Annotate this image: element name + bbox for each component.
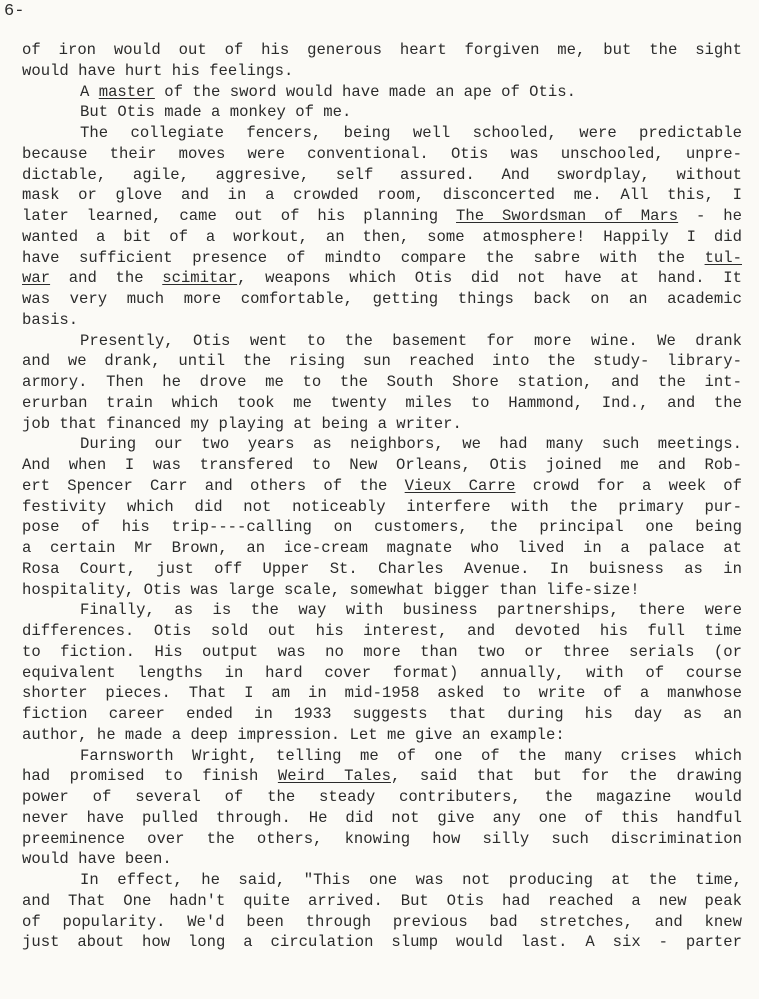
- text-line: have sufficient presence of mindto compare the sabre with the tul-: [22, 248, 742, 267]
- text-line: later learned, came out of his planning The Swordsman of Mars - he: [22, 207, 742, 225]
- text-line: and That One hadn't quite arrived. But Otis had reached a new peak: [22, 891, 742, 910]
- text-line: fiction career ended in 1933 suggests that during his day as an: [22, 705, 742, 723]
- text-line: shorter pieces. That I am in mid-1958 asked to write of a manwhose: [22, 684, 742, 703]
- text-line: was very much more comfortable, getting things back on an academic: [22, 290, 742, 308]
- text-line: ert Spencer Carr and others of the Vieux Carre crowd for a week of: [22, 476, 742, 495]
- text-line: Presently, Otis went to the basement for more wine. We drank: [80, 331, 742, 350]
- text-line: wanted a bit of a workout, an then, some atmosphere! Happily I did: [22, 227, 742, 246]
- text-line: because their moves were conventional. Otis was unschooled, unpre-: [22, 144, 742, 163]
- text-line: Farnsworth Wright, telling me of one of the many crises which: [80, 746, 742, 765]
- text-line: During our two years as neighbors, we had many such meetings.: [80, 435, 742, 454]
- text-line: The collegiate fencers, being well schooled, were predictable: [80, 124, 742, 142]
- text-line: just about how long a circulation slump would last. A six - parter: [22, 933, 742, 952]
- text-line: never have pulled through. He did not give any one of this handful: [22, 808, 742, 827]
- text-line: differences. Otis sold out his interest, and devoted his full time: [22, 622, 742, 640]
- text-line: a certain Mr Brown, an ice-cream magnate who lived in a palace at: [22, 539, 742, 557]
- text-line: job that financed my playing at being a writer.: [22, 414, 462, 433]
- text-line: In effect, he said, "This one was not producing at the time,: [80, 871, 742, 889]
- text-line: festivity which did not noticeably interfere with the primary pur-: [22, 497, 742, 516]
- text-line: to fiction. His output was no more than two or three serials (or: [22, 642, 742, 661]
- text-line: author, he made a deep impression. Let me give an example:: [22, 725, 565, 744]
- text-line: pose of his trip----calling on customers, the principal one being: [22, 518, 742, 537]
- text-line: basis.: [22, 310, 79, 329]
- text-line: of iron would out of his generous heart forgiven me, but the sight: [22, 41, 742, 59]
- text-line: dictable, agile, aggresive, self assured. And swordplay, without: [22, 165, 742, 184]
- text-line: Rosa Court, just off Upper St. Charles Avenue. In buisness as in: [22, 559, 742, 578]
- page-number: 6-: [4, 2, 25, 21]
- text-line: would have been.: [22, 850, 172, 869]
- text-line: mask or glove and in a crowded room, disconcerted me. All this, I: [22, 186, 742, 205]
- text-line: war and the scimitar, weapons which Otis did not have at hand. It: [22, 269, 742, 288]
- text-line: and we drank, until the rising sun reached into the study- library-: [22, 352, 742, 371]
- text-line: armory. Then he drove me to the South Shore station, and the int-: [22, 373, 742, 391]
- text-line: had promised to finish Weird Tales, said that but for the drawing: [22, 767, 743, 786]
- text-line: erurban train which took me twenty miles to Hammond, Ind., and the: [22, 393, 742, 412]
- text-line: would have hurt his feelings.: [22, 61, 294, 80]
- text-line: hospitality, Otis was large scale, somewhat bigger than life-size!: [22, 580, 640, 599]
- text-line: of popularity. We'd been through previous bad stretches, and knew: [22, 912, 742, 931]
- text-line: A master of the sword would have made an ape of Otis.: [80, 82, 576, 101]
- document-body: [22, 40, 742, 953]
- text-line: preeminence over the others, knowing how silly such discrimination: [22, 829, 742, 848]
- text-line: But Otis made a monkey of me.: [80, 103, 352, 122]
- text-line: And when I was transfered to New Orleans, Otis joined me and Rob-: [22, 456, 742, 474]
- text-line: equivalent lengths in hard cover format) annually, with of course: [22, 663, 742, 682]
- text-line: Finally, as is the way with business partnerships, there were: [80, 601, 742, 620]
- text-line: power of several of the steady contributers, the magazine would: [22, 788, 742, 806]
